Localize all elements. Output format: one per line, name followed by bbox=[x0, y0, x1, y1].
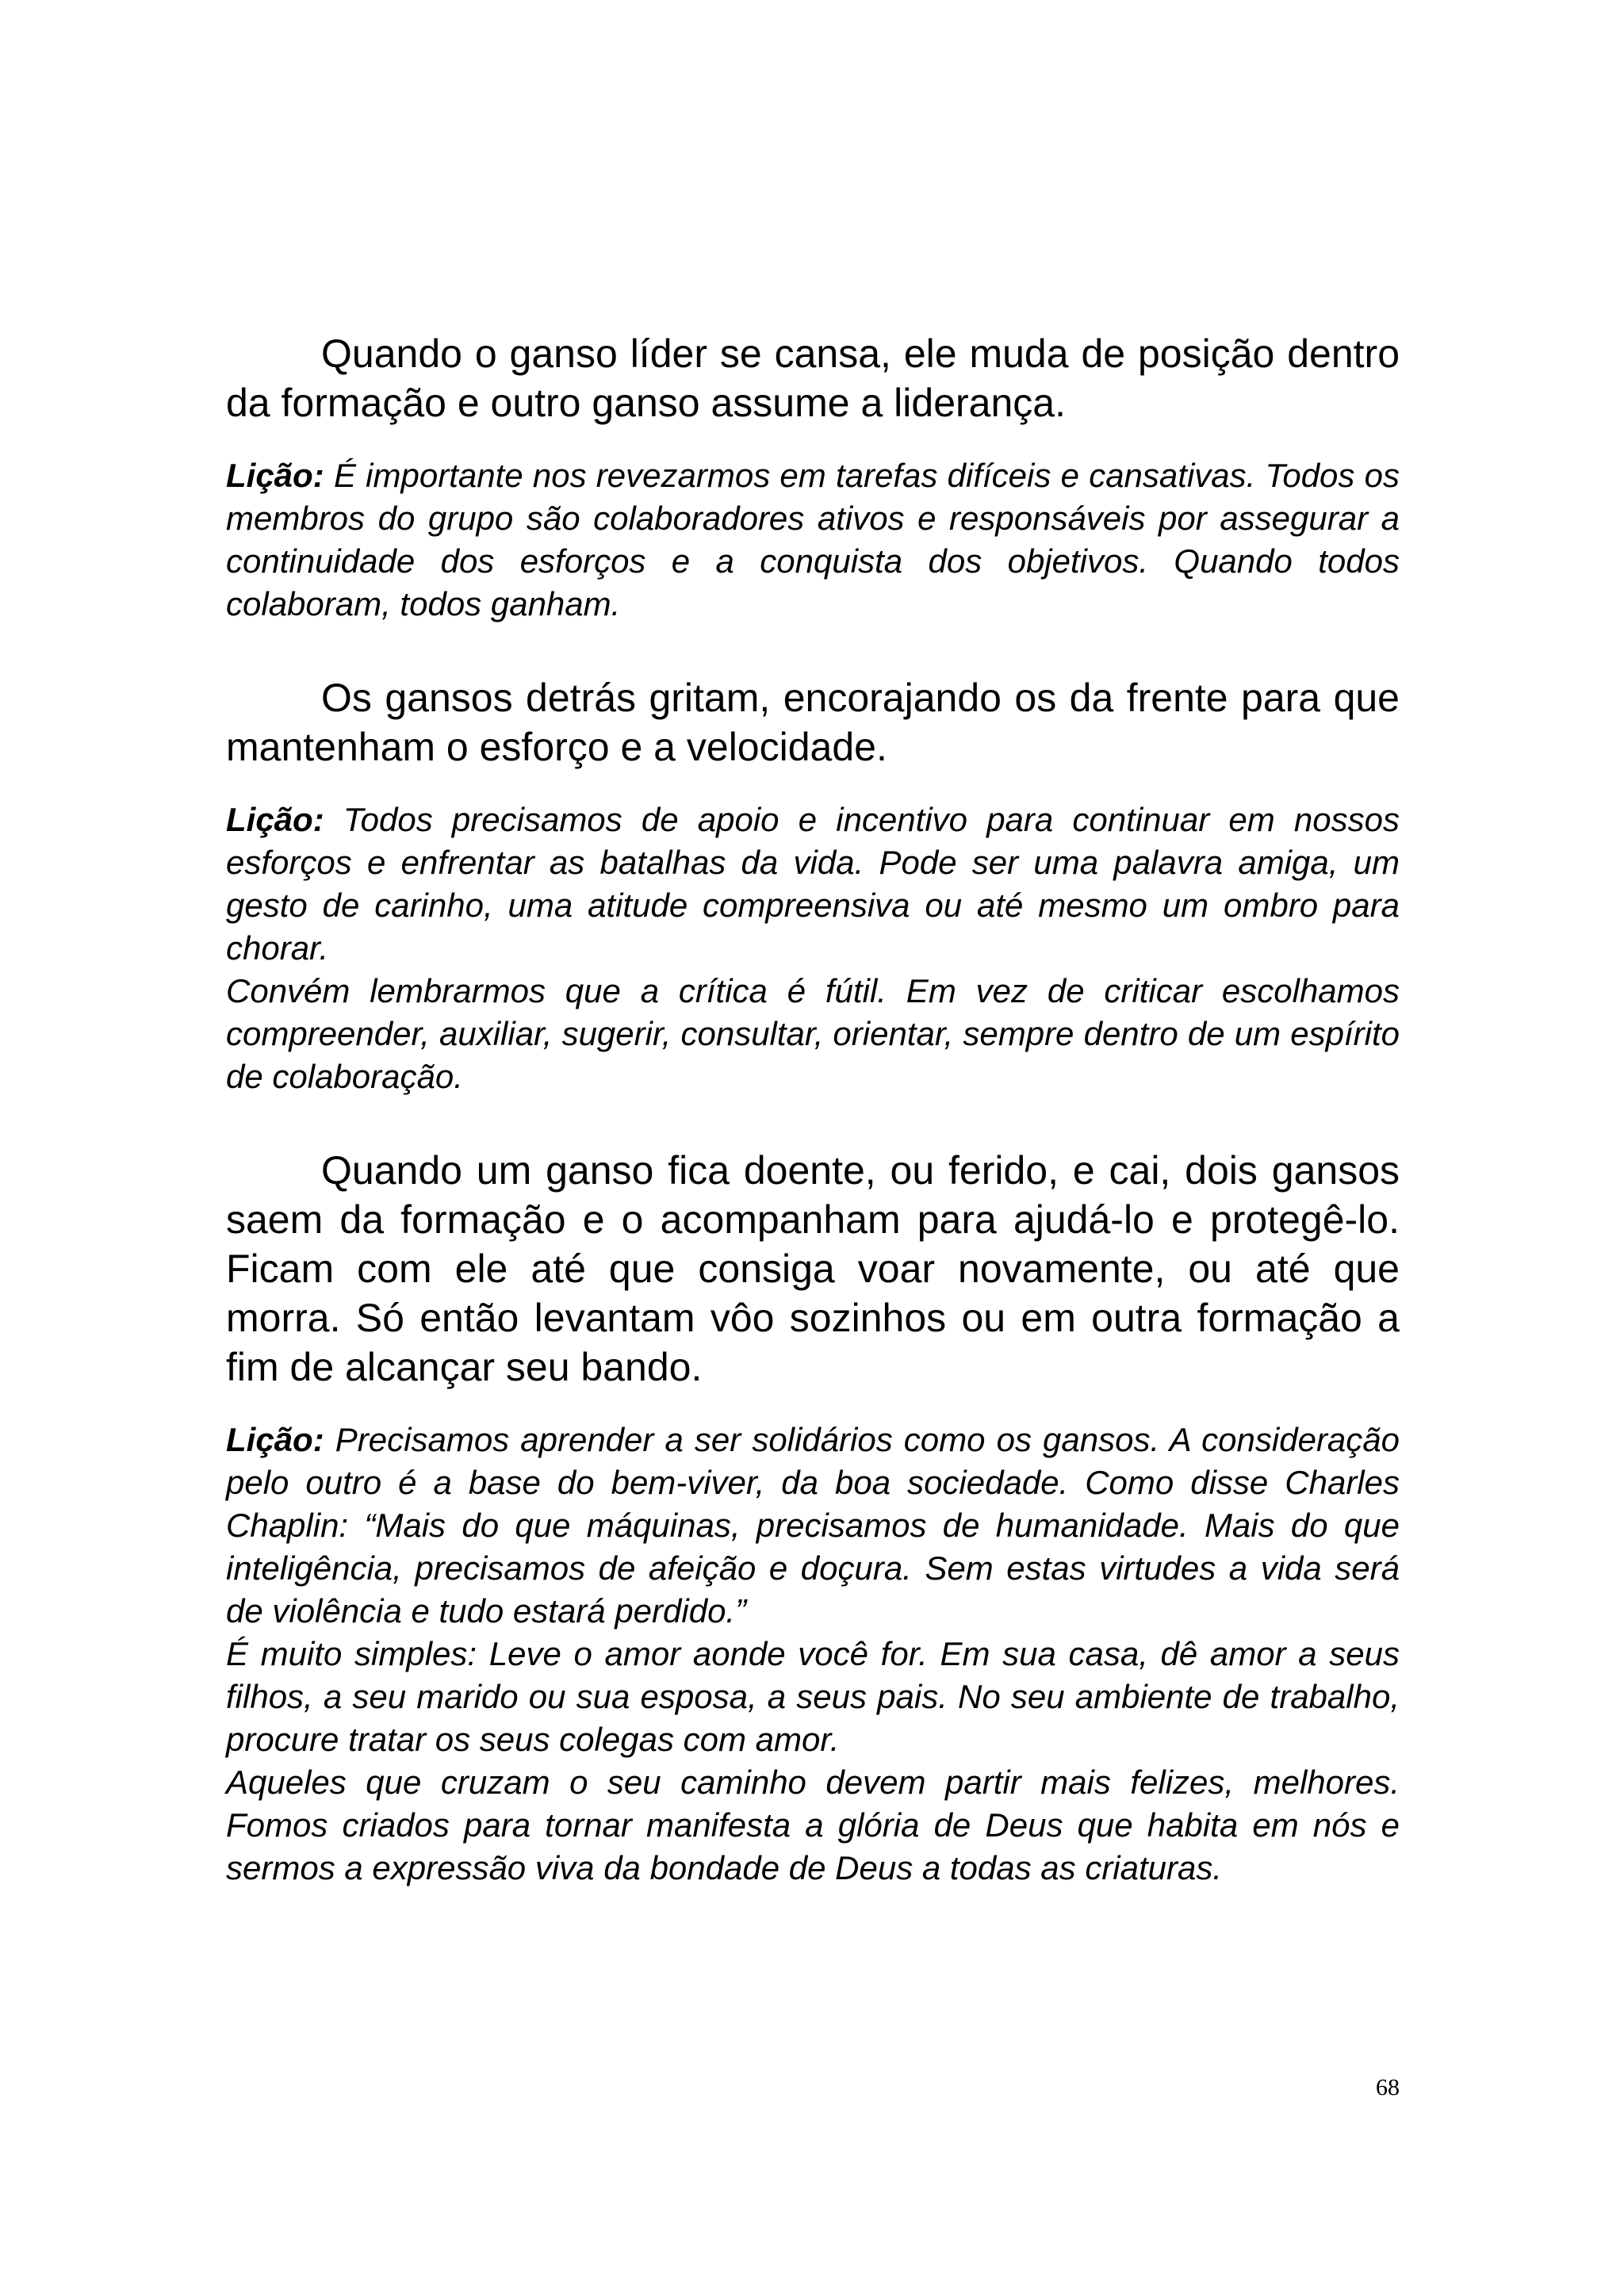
lesson-3 bbox=[226, 1419, 1400, 1890]
paragraph-geese-behind: Os gansos detrás gritam, encorajando os da frente para que mantenham o esforço e a velocidade. bbox=[226, 676, 1400, 769]
document-page bbox=[226, 329, 1400, 1890]
lesson-text: É muito simples: Leve o amor aonde você for. Em sua casa, dê amor a seus filhos, a seu marido ou sua esposa, a seus pais. No seu ambiente de trabalho, procure tratar os seus colegas com amor. bbox=[226, 1635, 1400, 1758]
lesson-text: Todos precisamos de apoio e incentivo para continuar em nossos esforços e enfrentar as batalhas da vida. Pode ser uma palavra amiga, um gesto de carinho, uma atitude compreensiva ou até mesmo um ombro para chorar. bbox=[226, 801, 1400, 967]
lesson-text: Convém lembrarmos que a crítica é fútil. Em vez de criticar escolhamos compreender, auxiliar, sugerir, consultar, orientar, sempre dentro de um espírito de colaboração. bbox=[226, 972, 1400, 1095]
lesson-text: Precisamos aprender a ser solidários como os gansos. A consideração pelo outro é a base do bem-viver, da boa sociedade. Como disse Charles Chaplin: “Mais do que máquinas, precisamos de humanidade. Mais do que inteligência, precisamos de afeição e doçura. Sem estas virtudes a vida será de violência e tudo estará perdido.” bbox=[226, 1421, 1400, 1630]
lesson-text: É importante nos revezarmos em tarefas difíceis e cansativas. Todos os membros do grupo são colaboradores ativos e responsáveis por assegurar a continuidade dos esforços e a conquista dos objetivos. Quando todos colaboram, todos ganham. bbox=[226, 457, 1400, 622]
lesson-label: Lição: bbox=[226, 1421, 324, 1458]
paragraph-sick-goose: Quando um ganso fica doente, ou ferido, e cai, dois gansos saem da formação e o acompanham para ajudá-lo e protegê-lo. Ficam com ele até que consiga voar novamente, ou até que morra. Só então levantam vôo sozinhos ou em outra formação a fim de alcançar seu bando. bbox=[226, 1148, 1400, 1389]
lesson-1 bbox=[226, 454, 1400, 626]
page-number: 68 bbox=[1376, 2074, 1400, 2101]
paragraph-leader-goose: Quando o ganso líder se cansa, ele muda de posição dentro da formação e outro ganso assume a liderança. bbox=[226, 331, 1400, 425]
lesson-2 bbox=[226, 798, 1400, 1098]
lesson-label: Lição: bbox=[226, 801, 324, 838]
lesson-label: Lição: bbox=[226, 457, 324, 494]
lesson-text: Aqueles que cruzam o seu caminho devem partir mais felizes, melhores. Fomos criados para tornar manifesta a glória de Deus que habita em nós e sermos a expressão viva da bondade de Deus a todas as criaturas. bbox=[226, 1764, 1400, 1886]
